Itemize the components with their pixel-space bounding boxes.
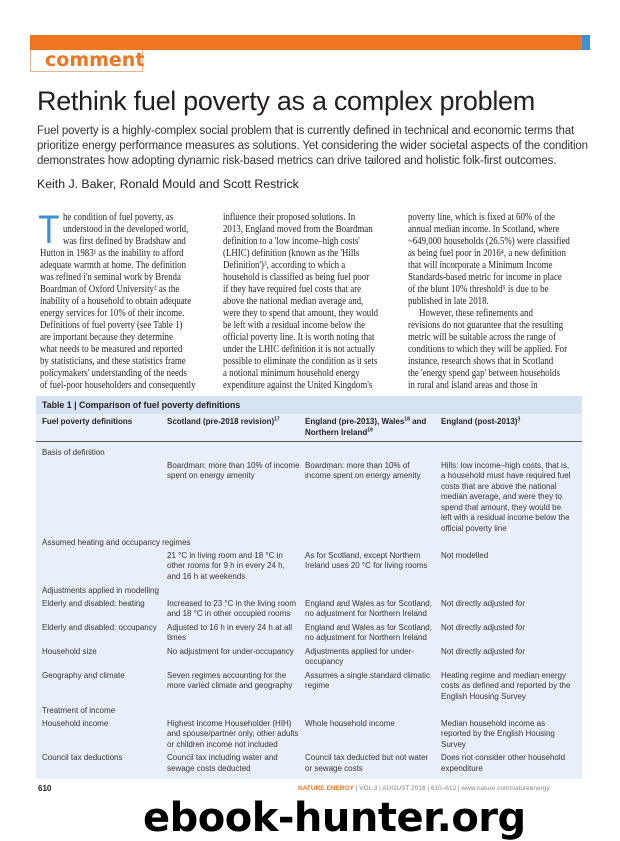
table-row: Geography and climate Seven regimes accounting for the more varied climate and geography Assumes a single standard climatic regime Heating regime and median energy costs as defined and reported by the English Housing Survey [42, 670, 571, 701]
section-color-bar [30, 35, 582, 50]
authors: Keith J. Baker, Ronald Mould and Scott Restrick [37, 177, 299, 191]
comparison-table [36, 396, 582, 779]
body-text: he condition of fuel poverty, as understood in the developed world, was first defined by Bradshaw and Hutton in 1983¹ as the inability to afford adequate warmth at home. The definition was refined i'n seminal work by Brenda Boardman of Oxford University² as the inability of a household to obtain adequate energy services for 10% of their income. Definitions of fuel poverty (see Table 1) are important because they determine what needs to be measured and reported by statisticians, and these statistics frame policymakers' understanding of the needs of fuel-poor householders and consequently [40, 212, 196, 391]
body-columns [37, 208, 597, 394]
section-label: comment [30, 50, 143, 72]
table-row: Household income Highest Income Householder (HIH) and spouse/partner only, other adults or children income not included Whole household income Median household income as reported by the English Housing Survey [42, 718, 555, 749]
column-header: England (pre-2013), Wales$^{18}$ and Northern Ireland$^{19}$ [305, 416, 427, 437]
table-row: Council tax deductions Council tax including water and sewage costs deducted Council tax deducted but not water or sewage costs Does not consider other household expenditure [42, 753, 566, 773]
section-color-accent [582, 35, 590, 50]
table-caption: Table 1 | Comparison of fuel poverty definitions [36, 396, 582, 414]
standfirst: Fuel poverty is a highly-complex social problem that is currently defined in technical and economic terms that prioritize energy performance measures as solutions. Yet considering the wider societal aspects of the condition demonstrates how adopting dynamic risk-based metrics can drive tailored and holistic folk-first outcomes. [37, 125, 588, 167]
drop-cap: T [38, 208, 60, 252]
table-header-row [36, 414, 582, 442]
table-row: Boardman: more than 10% of income spent on energy amenity Boardman: more than 10% of income spent on energy amenity Hills: low income–high costs, that is, a household must have required fuel costs that are above the national median average, and were they to spend that amount, they would be left with a residual income below the official poverty line [167, 460, 571, 533]
body-column-2: influence their proposed solutions. In 2013, England moved from the Boardman definition to a 'low income–high costs' (LHIC) definition (known as the 'Hills Definition')³, according to which a household is classified as being fuel poor if they have required fuel costs that are above the national median average and, were they to spend that amount, they would be left with a residual income below the official poverty line. It is worth noting that under the LHIC definition it is not actually possible to eliminate the condition as it sets a notional minimum household energy expenditure against the United Kingdom's [223, 212, 379, 391]
table-section-row: Adjustments applied in modelling [42, 586, 159, 595]
column-header: England (post-2013)$^3$ [441, 416, 521, 426]
table-row: 21 °C in living room and 18 °C in other rooms for 9 h in every 24 h, and 16 h at weekends As for Scotland, except Northern Ireland uses 20 °C for living rooms Not modelled [167, 550, 489, 581]
journal-footer: NATURE ENERGY | VOL 3 | AUGUST 2018 | 610–612 | www.nature.com/natureenergy [298, 785, 550, 792]
table-row: Household size No adjustment for under-occupancy Adjustments applied for under-occupancy Not directly adjusted for [42, 646, 526, 666]
body-column-1 [38, 208, 218, 392]
watermark: ebook-hunter.org [143, 795, 526, 841]
table-row: Elderly and disabled: heating Increased to 23 °C in the living room and 18 °C in other occupied rooms England and Wales as for Scotland, no adjustment for Northern Ireland Not directly adjusted for [42, 598, 526, 618]
page-footer [37, 784, 597, 794]
body-column-3: poverty line, which is fixed at 60% of the annual median income. In Scotland, where ~649,000 households (26.5%) were classified as being fuel poor in 2016⁴, a new definition that will incorporate a Minimum Income Standards-based metric for income in place of the blunt 10% threshold⁵ is due to be published in late 2018. However, these refinements and revisions do not guarantee that the resulting metric will be suitable across the range of conditions to which they will be applied. For instance, research shows that in Scotland the 'energy spend gap' between households in rural and island areas and those in [408, 212, 570, 391]
table-section-row: Treatment of income [42, 706, 116, 715]
column-header: Scotland (pre-2018 revision)$^{17}$ [167, 416, 280, 426]
article-title: Rethink fuel poverty as a complex problem [37, 86, 535, 116]
table-section-row: Assumed heating and occupancy regimes [42, 538, 191, 547]
table-row: Elderly and disabled: occupancy Adjusted to 16 h in every 24 h at all times England and Wales as for Scotland, no adjustment for Northern Ireland Not directly adjusted for [42, 622, 526, 642]
table-section-row: Basis of definition [42, 448, 105, 457]
article [37, 84, 597, 840]
column-header: Fuel poverty definitions [42, 417, 133, 426]
page-number: 610 [38, 784, 52, 793]
